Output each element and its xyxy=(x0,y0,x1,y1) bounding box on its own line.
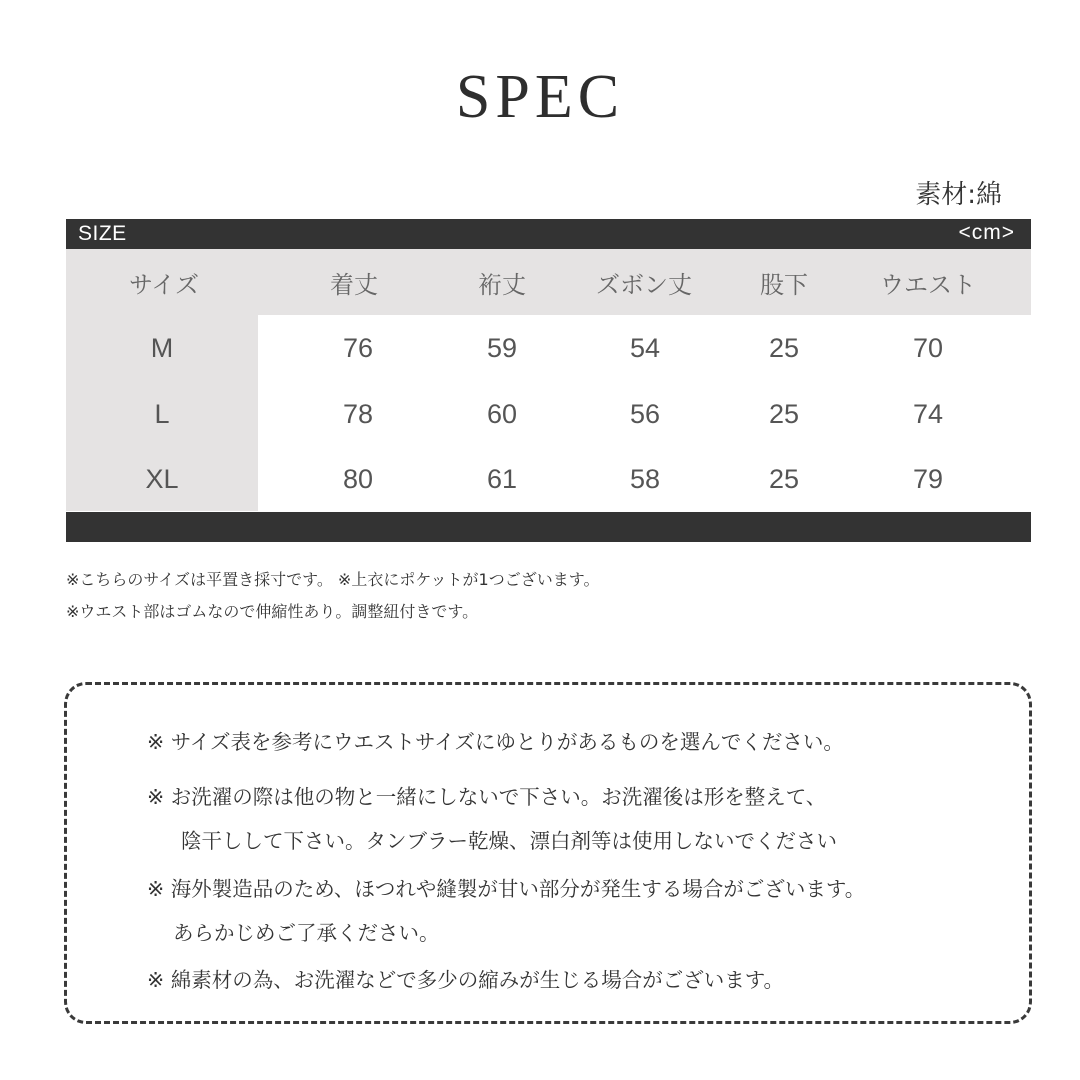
table-cell: 70 xyxy=(912,333,944,363)
table-cell: 25 xyxy=(768,464,800,494)
caution-box xyxy=(64,682,1032,1024)
table-cell: 79 xyxy=(912,464,944,494)
table-cell: 74 xyxy=(912,399,944,429)
note-line: ※こちらのサイズは平置き採寸です。 ※上衣にポケットが1つございます。 xyxy=(66,570,600,589)
row-size-label: M xyxy=(150,333,174,363)
caution-line: あらかじめご了承ください。 xyxy=(173,921,440,945)
note-line: ※ウエスト部はゴムなので伸縮性あり。調整紐付きです。 xyxy=(66,602,479,621)
table-cell: 60 xyxy=(486,399,518,429)
row-size-label: XL xyxy=(145,464,179,494)
table-cell: 25 xyxy=(768,399,800,429)
header-cell-waist: ウエスト xyxy=(880,271,976,299)
size-heading: SIZE xyxy=(78,222,127,245)
table-cell: 59 xyxy=(486,333,518,363)
table-cell: 80 xyxy=(342,464,374,494)
page-title: SPEC xyxy=(455,63,625,131)
material-label: 素材:綿 xyxy=(915,180,1002,210)
caution-item xyxy=(147,872,865,946)
table-cell: 76 xyxy=(342,333,374,363)
row-size-label: L xyxy=(154,399,170,429)
notes xyxy=(66,564,599,628)
caution-line: ※ お洗濯の際は他の物と一緒にしないで下さい。お洗濯後は形を整えて、 xyxy=(147,785,827,809)
table-cell: 61 xyxy=(486,464,518,494)
caution-item xyxy=(147,963,784,993)
size-table xyxy=(66,219,1031,542)
table-cell: 78 xyxy=(342,399,374,429)
caution-line: ※ 海外製造品のため、ほつれや縫製が甘い部分が発生する場合がございます。 xyxy=(147,877,866,901)
header-cell-pants-length: ズボン丈 xyxy=(596,271,692,299)
header-cell-size: サイズ xyxy=(128,271,200,299)
caution-line: ※ 綿素材の為、お洗濯などで多少の縮みが生じる場合がございます。 xyxy=(147,968,785,992)
table-cell: 54 xyxy=(629,333,661,363)
caution-item xyxy=(147,780,837,854)
caution-line: 陰干しして下さい。タンブラー乾燥、漂白剤等は使用しないでください xyxy=(181,829,837,853)
unit-label: <cm> xyxy=(958,221,1015,244)
table-top-bar xyxy=(66,219,1031,249)
table-cell: 25 xyxy=(768,333,800,363)
header-cell-sleeve: 裄丈 xyxy=(478,271,526,299)
table-bottom-bar xyxy=(66,512,1031,542)
caution-item xyxy=(147,725,844,755)
header-cell-inseam: 股下 xyxy=(760,271,808,299)
table-cell: 58 xyxy=(629,464,661,494)
table-cell: 56 xyxy=(629,399,661,429)
caution-line: ※ サイズ表を参考にウエストサイズにゆとりがあるものを選んでください。 xyxy=(147,730,844,754)
header-cell-length: 着丈 xyxy=(330,271,378,299)
